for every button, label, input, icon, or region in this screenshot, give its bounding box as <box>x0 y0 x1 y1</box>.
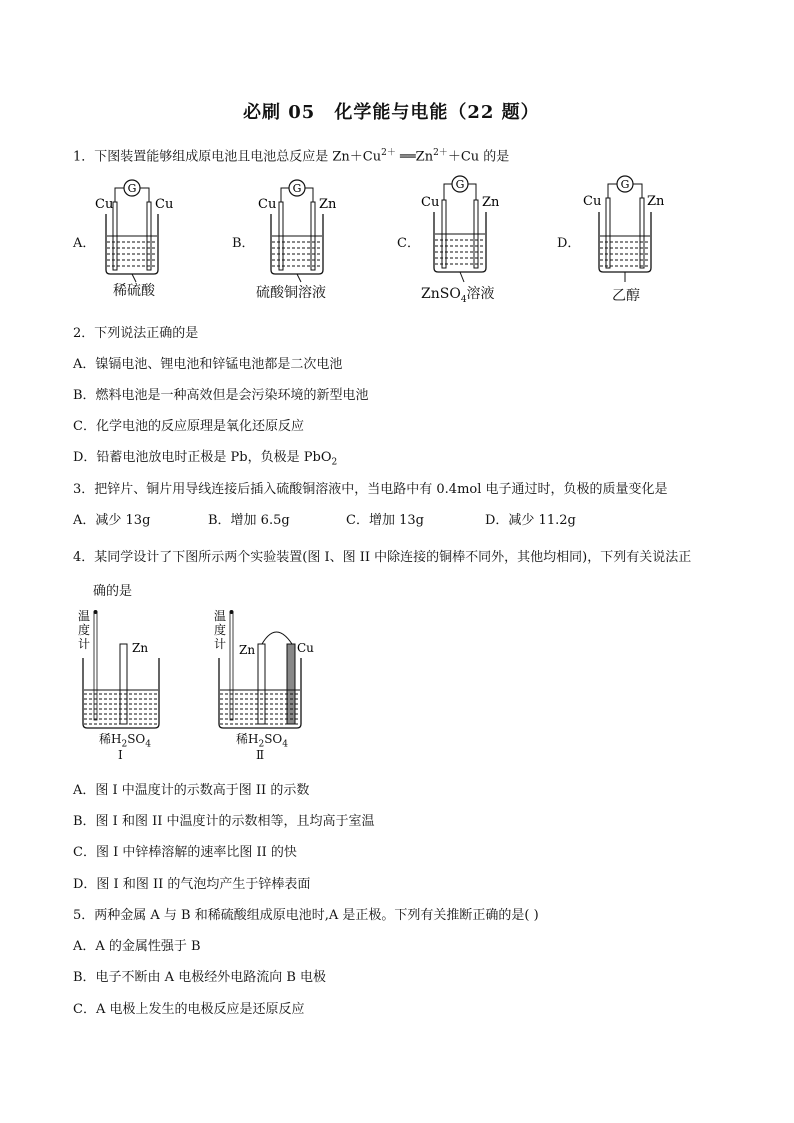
q1-option-a-letter[interactable]: A． <box>73 236 96 251</box>
fig2-sol-mid: SO <box>264 732 283 746</box>
q5-option-c[interactable]: C．A 电极上发生的电极反应是还原反应 <box>73 1002 305 1017</box>
q2-option-d-sub: 2 <box>331 457 338 468</box>
q1-option-b-letter[interactable]: B． <box>232 236 255 251</box>
zinc-rod <box>120 644 127 724</box>
q3-option-b[interactable]: B．增加 6.5g <box>208 513 290 528</box>
q1-option-c-solution <box>421 283 495 305</box>
q2-option-d[interactable] <box>73 446 337 468</box>
thermometer-label-1: 温 <box>78 609 91 623</box>
q4-option-c[interactable]: C．图 I 中锌棒溶解的速率比图 II 的快 <box>73 845 297 860</box>
q3-option-d[interactable]: D．减少 11.2g <box>485 513 576 528</box>
q4-figure-1-caption: Ⅰ <box>118 748 123 762</box>
q2-option-a[interactable]: A．镍镉电池、锂电池和锌锰电池都是二次电池 <box>73 357 343 372</box>
q2-option-c[interactable]: C．化学电池的反应原理是氧化还原反应 <box>73 419 304 434</box>
left-electrode-label: Cu <box>95 197 114 212</box>
q1-option-b-solution: 硫酸铜溶液 <box>256 285 326 301</box>
question-5-stem: 5．两种金属 A 与 B 和稀硫酸组成原电池时,A 是正极。下列有关推断正确的是( ) <box>73 908 539 923</box>
fig2-sol-pre: 稀H <box>236 732 259 746</box>
q1-option-c-letter[interactable]: C． <box>397 236 420 251</box>
question-4-stem-line2: 确的是 <box>93 584 133 599</box>
q3-option-c[interactable]: C．增加 13g <box>346 513 424 528</box>
thermometer-label-3: 计 <box>78 637 91 651</box>
q1-stem-mid: ══Zn <box>395 149 434 165</box>
thermometer-label-2: 度 <box>214 623 227 637</box>
thermometer-label-3: 计 <box>214 637 227 651</box>
fig1-sol-mid: SO <box>127 732 146 746</box>
fig1-sol-sub1: 2 <box>121 739 128 750</box>
thermometer-label-1: 温 <box>214 609 227 623</box>
fig1-sol-sub2: 4 <box>145 739 151 750</box>
galvanometer-label: G <box>620 178 630 191</box>
q1-stem-pre: 1．下图装置能够组成原电池且电池总反应是 Zn＋Cu <box>73 149 382 165</box>
q1-option-d-figure <box>580 170 680 304</box>
question-3-stem: 3．把锌片、铜片用导线连接后插入硫酸铜溶液中，当电路中有 0.4mol 电子通过时，负极的质量变化是 <box>73 482 668 497</box>
electrode-right <box>640 198 644 268</box>
q1-option-c-solution-pre: ZnSO <box>421 286 461 302</box>
q1-option-c-figure <box>418 172 518 300</box>
q1-option-d-solution: 乙醇 <box>612 288 640 304</box>
question-1-stem <box>73 145 509 164</box>
q5-option-b[interactable]: B．电子不断由 A 电极经外电路流向 B 电极 <box>73 970 327 985</box>
right-electrode-label: Zn <box>319 197 337 212</box>
q1-stem-post: ＋Cu 的是 <box>447 149 510 165</box>
q4-figure-2-caption: Ⅱ <box>256 748 265 762</box>
q1-stem-sup2: 2＋ <box>433 148 448 158</box>
wire <box>262 632 292 644</box>
fig2-sol-sub1: 2 <box>258 739 265 750</box>
q2-option-d-text: D．铅蓄电池放电时正极是 Pb，负极是 PbO <box>73 450 332 465</box>
question-2-stem: 2．下列说法正确的是 <box>73 326 199 341</box>
galvanometer-label: G <box>127 182 137 195</box>
galvanometer-label: G <box>455 178 465 191</box>
q4-option-b[interactable]: B．图 I 和图 II 中温度计的示数相等，且均高于室温 <box>73 814 375 829</box>
q4-option-a[interactable]: A．图 I 中温度计的示数高于图 II 的示数 <box>73 783 310 798</box>
left-electrode-label: Cu <box>421 195 440 210</box>
q1-option-a-solution: 稀硫酸 <box>113 283 155 299</box>
thermometer-label-2: 度 <box>78 623 91 637</box>
right-electrode-label: Zn <box>647 194 665 209</box>
zinc-rod <box>258 644 265 724</box>
right-electrode-label: Zn <box>482 195 500 210</box>
page-title: 必刷 05 化学能与电能（22 题） <box>243 102 540 123</box>
q1-option-c-solution-post: 溶液 <box>466 286 495 302</box>
question-4-stem-line1: 4．某同学设计了下图所示两个实验装置(图 I、图 II 中除连接的铜棒不同外，其他均相同)，下列有关说法正 <box>73 550 692 565</box>
copper-rod <box>287 644 295 724</box>
q1-option-d-letter[interactable]: D． <box>557 236 581 251</box>
right-electrode-label: Cu <box>155 197 174 212</box>
q4-figure-2-solution <box>236 730 288 749</box>
q3-option-a[interactable]: A．减少 13g <box>73 513 151 528</box>
galvanometer-label: G <box>292 182 302 195</box>
electrode-left <box>606 198 610 268</box>
rod2-label: Cu <box>297 641 314 655</box>
q1-option-c-solution-sub: 4 <box>460 294 467 305</box>
q5-option-a[interactable]: A．A 的金属性强于 B <box>73 939 201 954</box>
q4-figure-1-solution <box>99 730 151 749</box>
rod1-label: Zn <box>239 643 256 657</box>
fig1-sol-pre: 稀H <box>99 732 122 746</box>
q1-stem-sup1: 2＋ <box>381 148 396 158</box>
left-electrode-label: Cu <box>583 194 602 209</box>
fig2-sol-sub2: 4 <box>282 739 288 750</box>
left-electrode-label: Cu <box>258 197 277 212</box>
q4-option-d[interactable]: D．图 I 和图 II 的气泡均产生于锌棒表面 <box>73 877 311 892</box>
rod-label: Zn <box>132 641 149 655</box>
q2-option-b[interactable]: B．燃料电池是一种高效但是会污染环境的新型电池 <box>73 388 369 403</box>
